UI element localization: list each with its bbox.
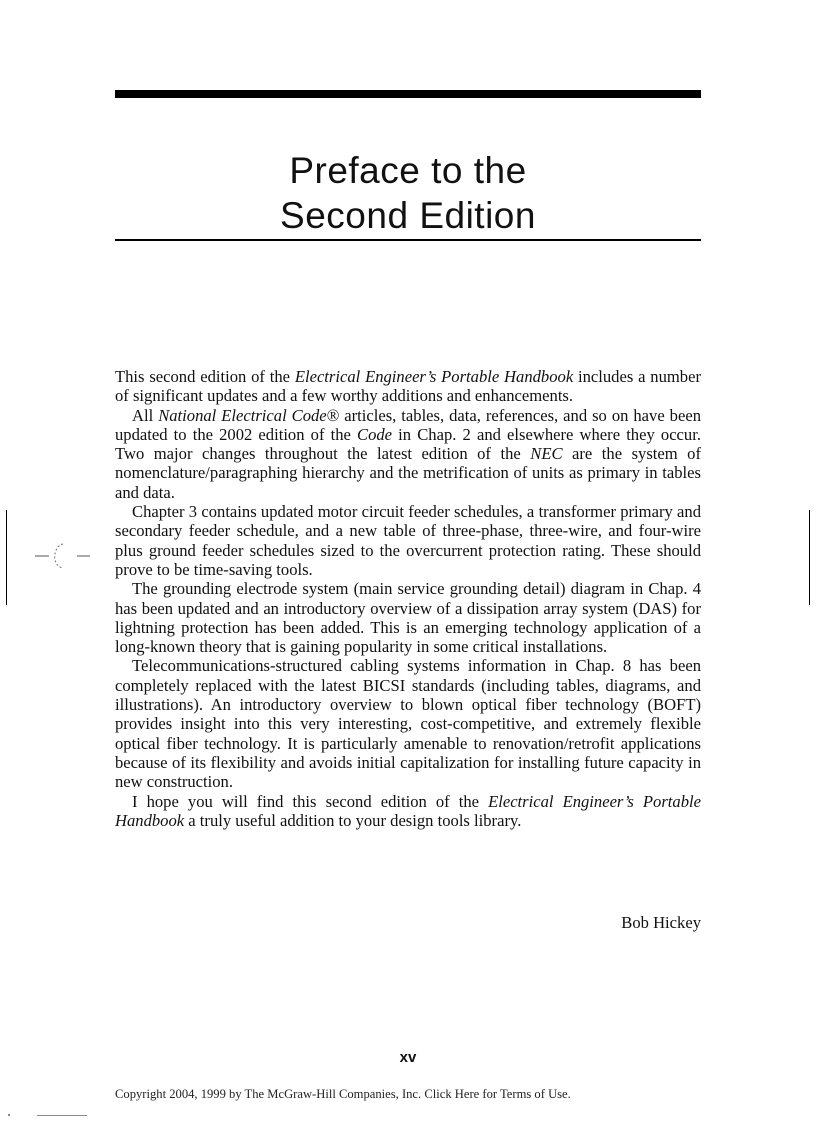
paragraph bbox=[115, 367, 701, 406]
paragraph bbox=[115, 579, 701, 656]
text-run: This second edition of the bbox=[115, 367, 295, 386]
title-line-2: Second Edition bbox=[280, 195, 536, 236]
text-run: Telecommunications-structured cabling systems information in Chap. 8 has been completely replaced with the latest BICSI standards (including tables, diagrams, and illustrations). An introductory overview to blown optical fiber technology (BOFT) provides insight into this very interesting, cost-competitive, and extremely flexible optical fiber technology. It is particularly amenable to renovation/retrofit applications because of its flexibility and avoids initial capitalization for installing future capacity in new construction. bbox=[115, 656, 701, 792]
copyright-text: Copyright 2004, 1999 by The McGraw-Hill Companies, Inc. bbox=[115, 1087, 425, 1101]
paragraph bbox=[115, 792, 701, 831]
binding-mark-icon bbox=[35, 536, 95, 576]
italic-text: Electrical Engineer’s Portable Handbook bbox=[294, 367, 574, 386]
italic-text: Electrical Engineer’s Portable Handbook bbox=[115, 791, 701, 830]
italic-text: NEC bbox=[530, 444, 563, 464]
scan-edge-right bbox=[809, 510, 810, 605]
page-number: xv bbox=[399, 1049, 417, 1066]
top-rule bbox=[115, 90, 701, 98]
paragraph bbox=[115, 656, 701, 791]
scan-bottom-dot bbox=[8, 1114, 10, 1116]
terms-of-use-link[interactable]: Click Here for Terms of Use. bbox=[424, 1087, 571, 1101]
text-run: in Chap. 2 and elsewhere where they occur. Two major changes throughout the latest edition of the bbox=[115, 424, 701, 464]
text-run: I hope you will find this second edition of the bbox=[132, 791, 489, 811]
italic-text: Code bbox=[357, 424, 393, 444]
scan-edge-left bbox=[6, 510, 7, 605]
text-run: are the system of nomenclature/paragraphing hierarchy and the metrification of units as primary in tables and data. bbox=[115, 444, 701, 502]
text-run: Chapter 3 contains updated motor circuit feeder schedules, a transformer primary and secondary feeder schedule, and a new table of three-phase, three-wire, and four-wire plus ground feeder schedules sized to the overcurrent protection rating. These should prove to be time-saving tools. bbox=[115, 502, 701, 579]
paragraph bbox=[115, 502, 701, 579]
text-run: a truly useful addition to your design tools library. bbox=[184, 810, 522, 830]
text-run: includes a number of significant updates and a few worthy additions and enhancements. bbox=[115, 367, 701, 406]
preface-body bbox=[115, 367, 701, 830]
text-run: ® articles, tables, data, references, and so on have been updated to the 2002 edition of the bbox=[115, 405, 702, 444]
text-run: The grounding electrode system (main service grounding detail) diagram in Chap. 4 has been updated and an introductory overview of a dissipation array system (DAS) for lightning protection has been added. This is an emerging technology application of a long-known theory that is gaining popularity in some critical installations. bbox=[115, 579, 701, 657]
paragraph bbox=[115, 406, 701, 502]
scan-bottom-line bbox=[37, 1115, 87, 1116]
title-rule bbox=[115, 239, 701, 241]
copyright-footer bbox=[115, 1087, 571, 1102]
title-line-1: Preface to the bbox=[289, 150, 527, 191]
text-run: All bbox=[132, 405, 159, 425]
page-title bbox=[115, 148, 701, 238]
italic-text: National Electrical Code bbox=[158, 405, 327, 425]
author-signature: Bob Hickey bbox=[621, 913, 701, 932]
